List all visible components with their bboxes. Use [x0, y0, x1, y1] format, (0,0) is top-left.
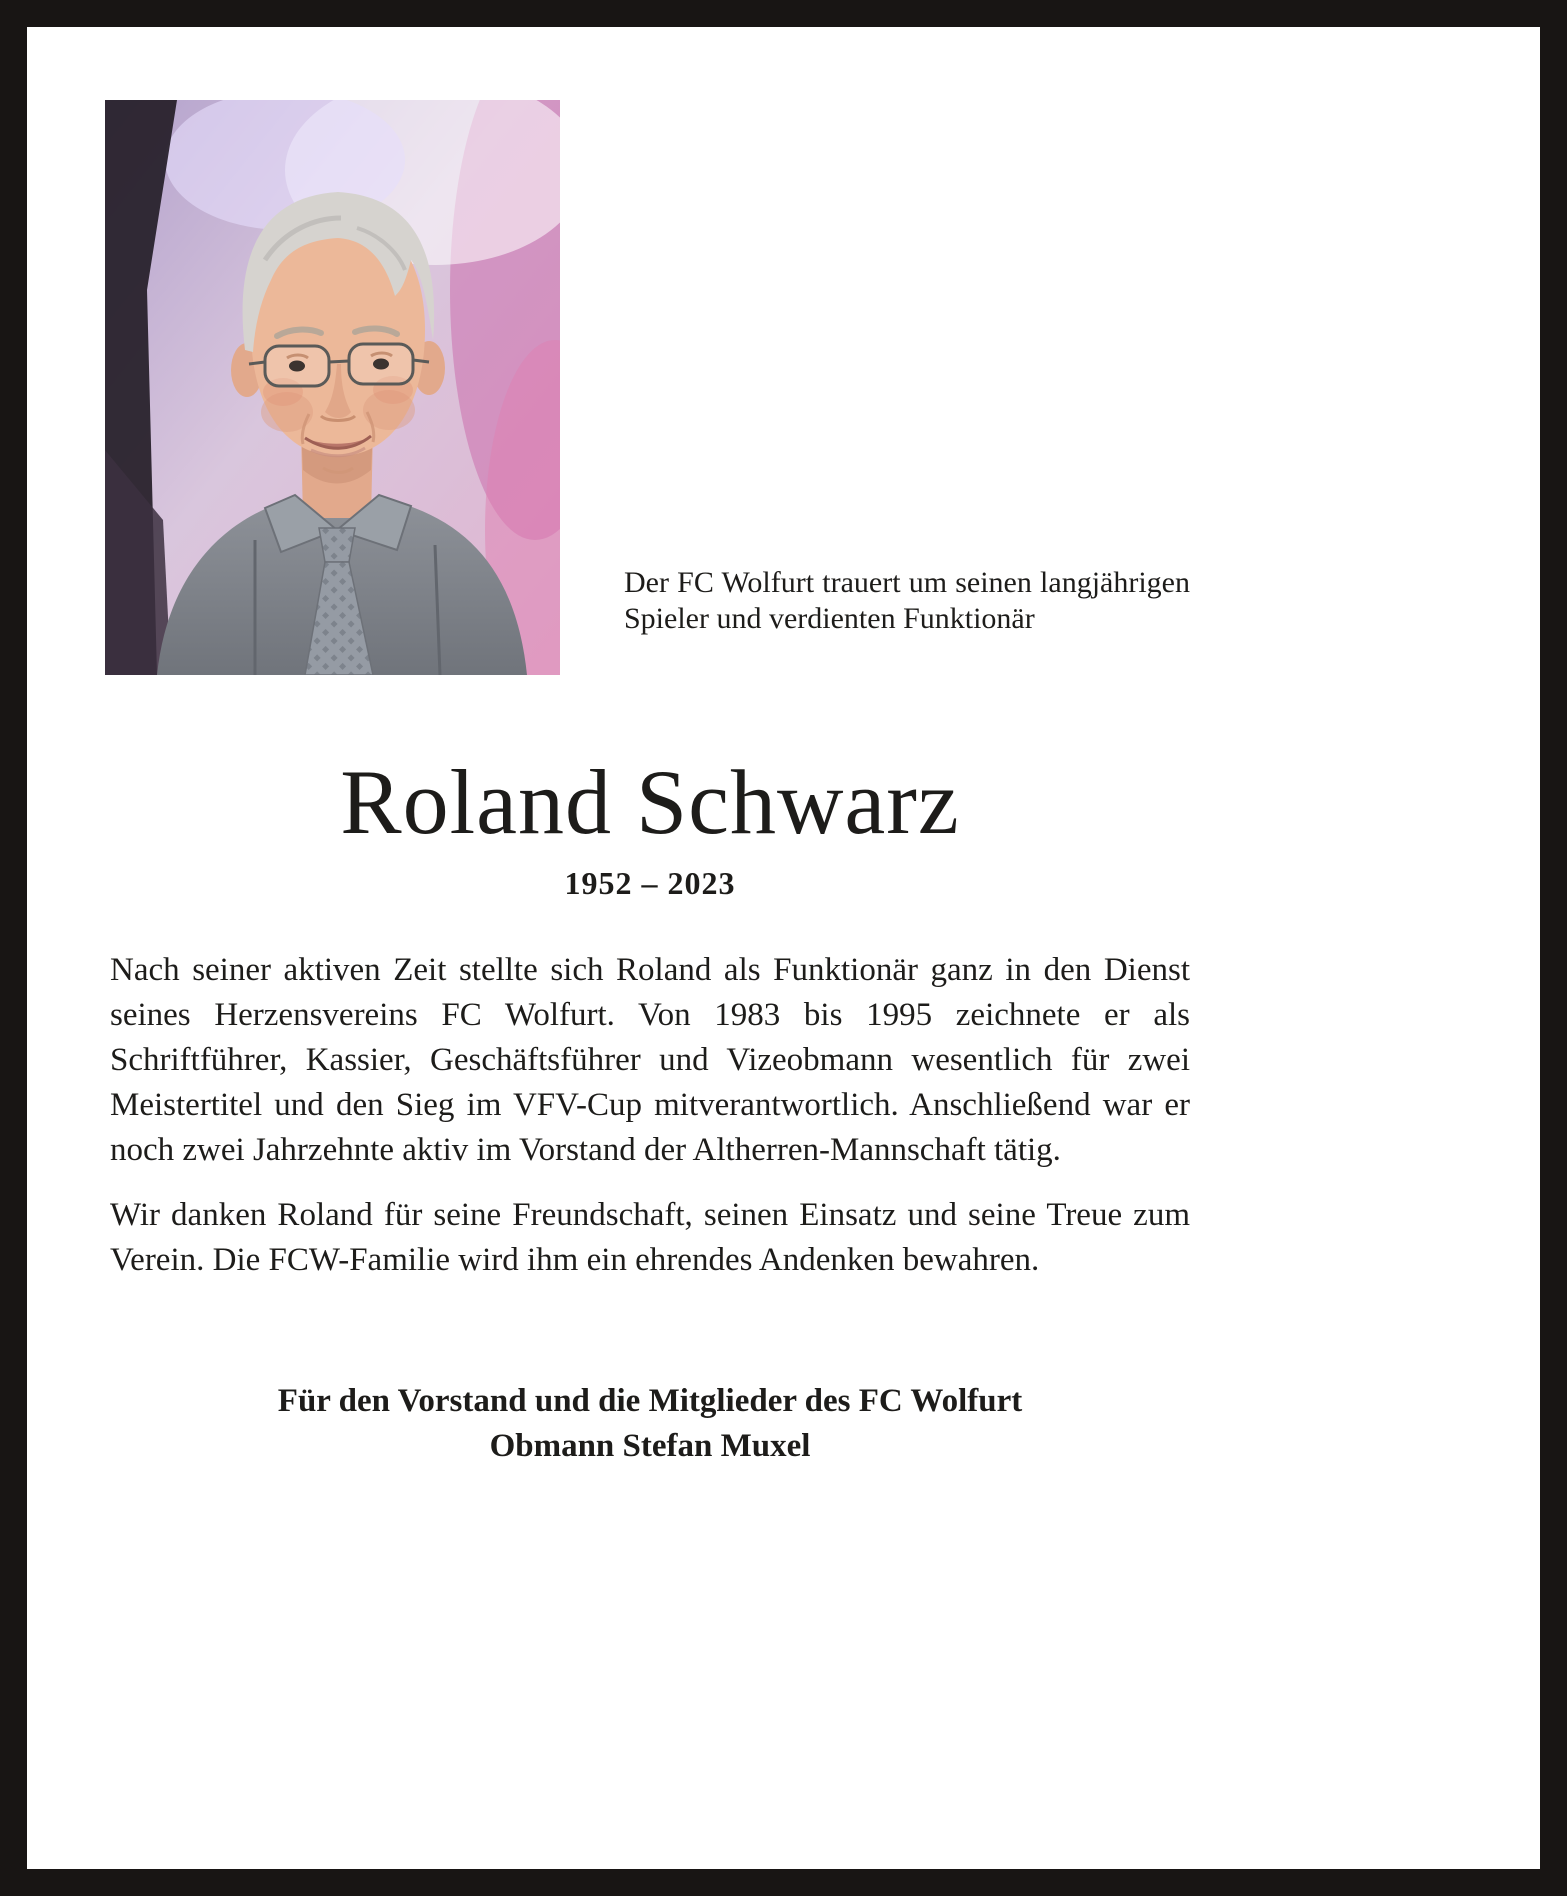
obituary-paragraph-1: Nach seiner aktiven Zeit stellte sich Roland als Funktionär ganz in den Dienst seines Herzensvereins FC Wolfurt. Von 1983 bis 1995 zeichnete er als Schriftführer, Kassier, Geschäftsführer und Vizeobmann wesentlich für zwei Meistertitel und den Sieg im VFV-Cup mitverantwortlich. Anschließend war er noch zwei Jahrzehnte aktiv im Vorstand der Altherren-Mannschaft tätig. — [110, 952, 1190, 1168]
footer-signature — [110, 1379, 1190, 1469]
life-years: 1952 – 2023 — [564, 865, 736, 901]
portrait-illustration — [105, 100, 560, 675]
footer-line-2: Obmann Stefan Muxel — [489, 1428, 811, 1464]
footer-line-1: Für den Vorstand und die Mitglieder des FC Wolfurt — [277, 1383, 1023, 1419]
deceased-name: Roland Schwarz — [340, 751, 960, 853]
portrait-photo — [105, 100, 560, 675]
intro-text: Der FC Wolfurt trauert um seinen langjährigen Spieler und verdienten Funktionär — [624, 566, 1190, 635]
obituary-paragraph-2: Wir danken Roland für seine Freundschaft, seinen Einsatz und seine Treue zum Verein. Die FCW-Familie wird ihm ein ehrendes Andenken bewahren. — [110, 1197, 1190, 1278]
